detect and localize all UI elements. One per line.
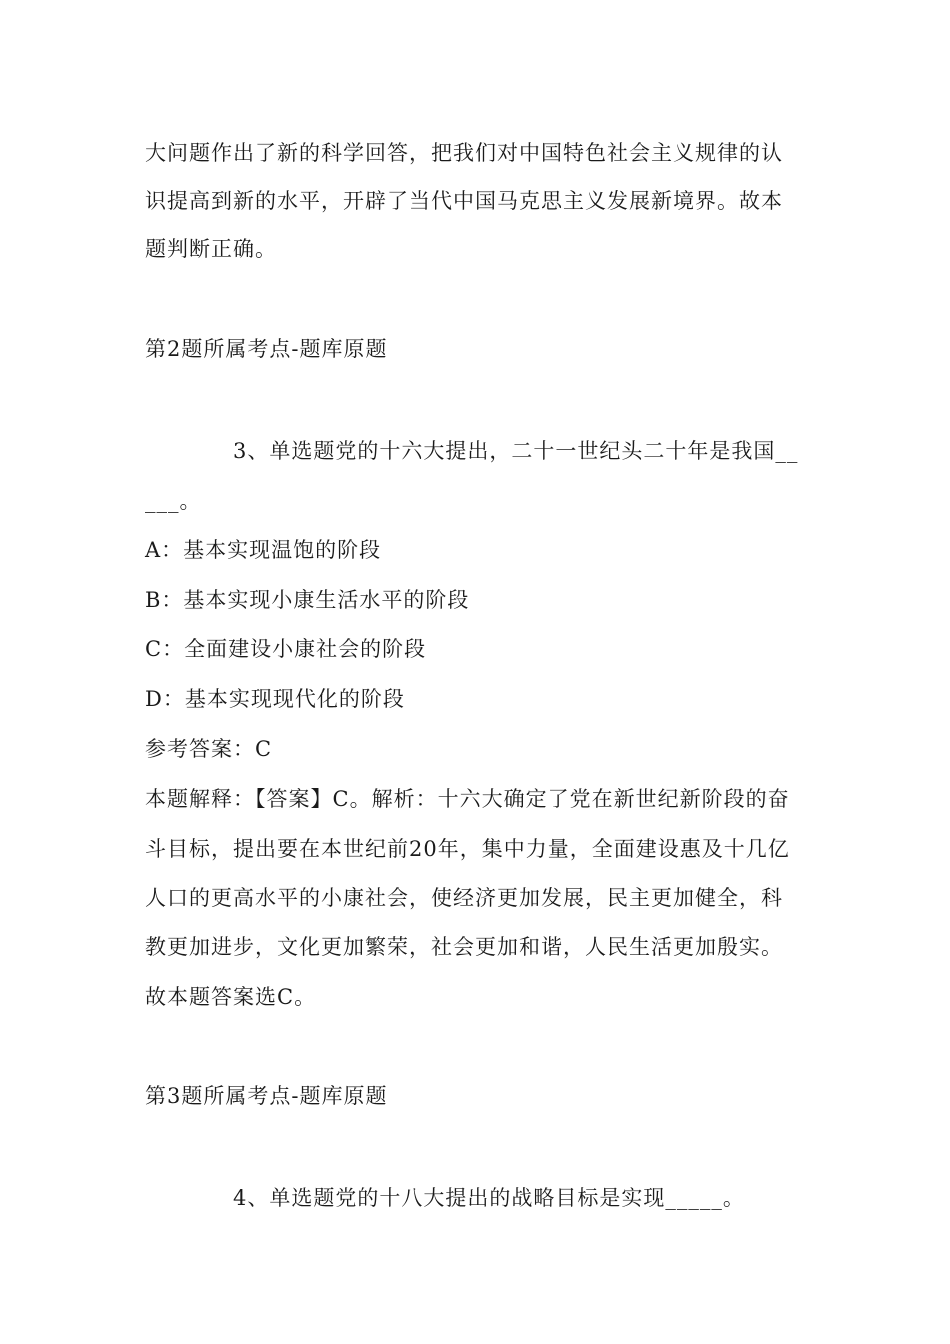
section-label: 第3题所属考点-题库原题 [145,1084,388,1108]
option-a: A：基本实现温饱的阶段 [145,538,382,562]
option-c: C：全面建设小康社会的阶段 [145,637,427,661]
text-line: 大问题作出了新的科学回答，把我们对中国特色社会主义规律的认 [145,141,783,165]
text-line: 题判断正确。 [145,237,277,261]
explanation-line: 故本题答案选C。 [145,985,317,1009]
question-stem: 4、单选题党的十八大提出的战略目标是实现_____。 [233,1186,745,1210]
question-stem: 3、单选题党的十六大提出，二十一世纪头二十年是我国__ [233,439,799,463]
section-label: 第2题所属考点-题库原题 [145,337,388,361]
option-d: D：基本实现现代化的阶段 [145,687,405,711]
explanation-line: 斗目标，提出要在本世纪前20年，集中力量，全面建设惠及十几亿 [145,837,790,861]
question-stem-continued: ___。 [145,489,202,513]
explanation-line: 教更加进步，文化更加繁荣，社会更加和谐，人民生活更加殷实。 [145,935,783,959]
text-line: 识提高到新的水平，开辟了当代中国马克思主义发展新境界。故本 [145,189,783,213]
explanation-line: 本题解释：【答案】C。解析：十六大确定了党在新世纪新阶段的奋 [145,787,790,811]
reference-answer: 参考答案：C [145,737,273,761]
explanation-line: 人口的更高水平的小康社会，使经济更加发展，民主更加健全，科 [145,886,783,910]
option-b: B：基本实现小康生活水平的阶段 [145,588,470,612]
